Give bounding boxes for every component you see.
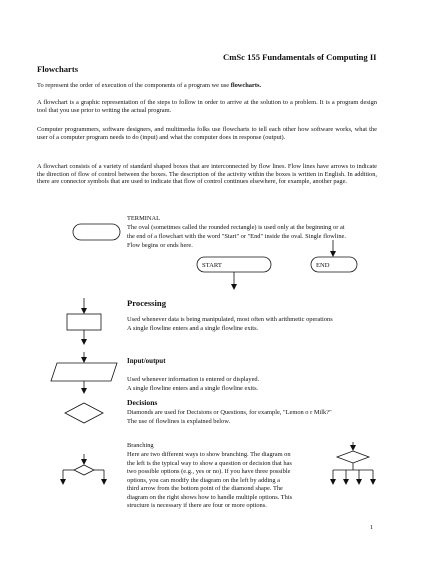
branching-line-2: the left is the typical way to show a question or decision that has [127, 459, 292, 467]
branching-label: Branching [127, 442, 154, 449]
io-line-2: A single flowline enters and a single flowline exits. [127, 385, 259, 392]
intro-bold-term: flowcharts. [230, 82, 262, 89]
branching-line-7: structure is necessary if there are four or more options. [127, 502, 267, 509]
decisions-line-1: Diamonds are used for Decisions or Questions, for example, "Lemon o r Milk?" [127, 409, 332, 416]
decisions-title: Decisions [127, 398, 158, 407]
intro-text: To represent the order of execution of the components of a program we use [37, 82, 231, 89]
branch-right-diamond [337, 451, 369, 463]
paragraph-users: Computer programmers, software designers, and multimedia folks use flowcharts to tell each other how software works, what the user of a computer program needs to do (input) and what the computer does in response (output). [37, 126, 377, 141]
branching-line-3: two possible options (e.g., yes or no). If you have three possible [127, 468, 291, 475]
decision-diamond-shape [65, 403, 103, 423]
io-title: Input/output [127, 357, 166, 365]
decisions-line-2: The use of flowlines is explained below. [127, 418, 231, 425]
io-parallelogram-shape [51, 363, 117, 381]
io-line-1: Used whenever information is entered or displayed. [127, 376, 260, 383]
processing-rect-shape [67, 314, 101, 330]
paragraph-structure: A flowchart consists of a variety of standard shaped boxes that are interconnected by flow lines. Flow lines have arrows to indicate the direction of flow of control between the boxes. The description of the activity within the boxes is written in English. In addition, there are connector symbols that are used to indicate that flow of control continues elsewhere, for example, another page. [37, 163, 377, 186]
branching-line-1: Here are two different ways to show branching. The diagram on [127, 451, 291, 458]
end-oval-label: END [316, 262, 330, 269]
terminal-line-1: The oval (sometimes called the rounded rectangle) is used only at the beginning or at [127, 224, 345, 231]
page-number: 1 [370, 524, 374, 531]
terminal-oval-shape [73, 224, 120, 240]
section-title: Flowcharts [37, 64, 79, 74]
branching-line-4: options, you can modify the diagram on the left by adding a [127, 476, 280, 484]
branching-line-5: third arrow from the bottom point of the diamond shape. The [127, 485, 283, 492]
course-title: CmSc 155 Fundamentals of Computing II [223, 52, 377, 62]
terminal-label: TERMINAL [127, 215, 161, 222]
branch-left-diamond [74, 465, 94, 475]
paragraph-definition: A flowchart is a graphic representation of the steps to follow in order to arrive at the solution to a problem. It is a program design tool that you use prior to writing the actual program. [37, 99, 377, 114]
terminal-line-2: the end of a flowchart with the word "Start" or "End" inside the oval. Single flowline. [127, 233, 346, 240]
processing-line-2: A single flowline enters and a single flowline exits. [127, 325, 259, 332]
processing-line-1: Used whenever data is being manipulated, most often with arithmetic operations [127, 316, 333, 323]
start-oval-label: START [202, 262, 222, 269]
terminal-line-3: Flow begins or ends here. [127, 242, 193, 249]
branching-line-6: diagram on the right shows how to handle multiple options. This [127, 493, 293, 501]
processing-title: Processing [127, 298, 166, 308]
